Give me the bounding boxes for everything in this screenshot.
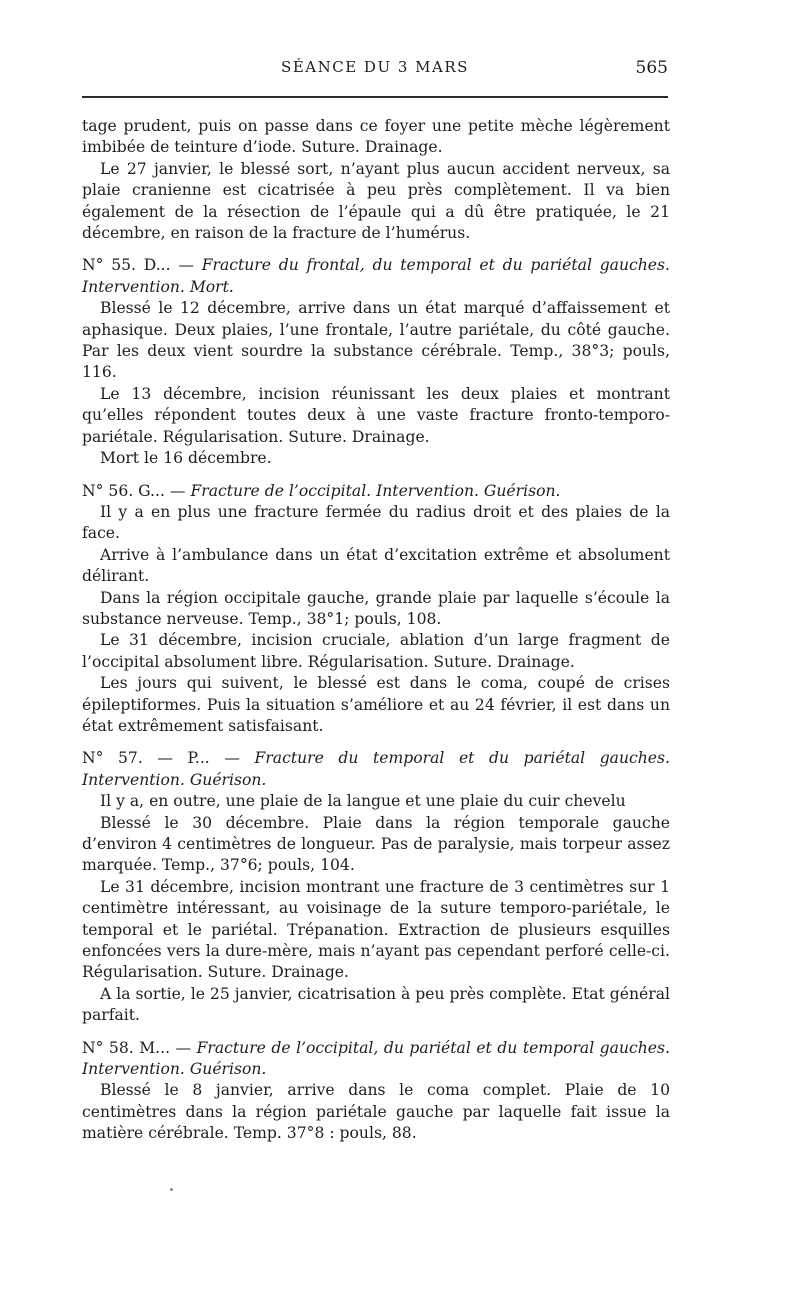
case-paragraph: Blessé le 12 décembre, arrive dans un état marqué d’affaissement et aphasique. Deux plaies, l’une frontale, l’autre pariétale, du côté gauche. Par les deux vient sourdre la substance cérébrale. Temp., 38°3; pouls, 116. [82, 299, 670, 382]
case-number: N° 56. G... [82, 481, 165, 500]
case-number: N° 55. D... [82, 256, 171, 275]
case-title: — Fracture de l’occipital, du pariétal et du temporal gauches. Intervention. Guérison. [82, 1038, 670, 1079]
case-paragraph: Blessé le 30 décembre. Plaie dans la région temporale gauche d’environ 4 centimètres de longueur. Pas de paralysie, mais torpeur assez marquée. Temp., 37°6; pouls, 104. [82, 813, 670, 875]
case-paragraph: Le 13 décembre, incision réunissant les deux plaies et montrant qu’elles répondent toutes deux à une vaste fracture fronto-temporo-pariétale. Régularisation. Suture. Drainage. [82, 384, 670, 446]
case-heading-58 [82, 1038, 670, 1081]
case-paragraph: Les jours qui suivent, le blessé est dans le coma, coupé de crises épileptiformes. Puis la situation s’améliore et au 24 février, il est dans un état extrêmement satisfaisant. [82, 674, 670, 735]
case-title: — Fracture du frontal, du temporal et du pariétal gauches. Intervention. Mort. [82, 256, 670, 296]
paragraph: Le 27 janvier, le blessé sort, n’ayant plus aucun accident nerveux, sa plaie cranienne est cicatrisée à peu près complètement. Il va bien également de la résection de l’épaule qui a dû être pratiquée, le 21 décembre, en raison de la fracture de l’humérus. [82, 159, 670, 243]
case-paragraph: Le 31 décembre, incision cruciale, ablation d’un large fragment de l’occipital absolument libre. Régularisation. Suture. Drainage. [82, 631, 670, 671]
case-title: — Fracture de l’occipital. Intervention. Guérison. [169, 481, 561, 500]
case-paragraph: Il y a en plus une fracture fermée du radius droit et des plaies de la face. [82, 502, 670, 543]
header-rule [82, 96, 668, 98]
case-number: N° 58. M... [82, 1038, 171, 1057]
case-title: — Fracture du temporal et du pariétal gauches. Intervention. Guérison. [82, 749, 670, 789]
case-heading-55 [82, 255, 670, 298]
running-head-title: SÉANCE DU 3 MARS [281, 58, 469, 76]
case-paragraph: Le 31 décembre, incision montrant une fracture de 3 centimètres sur 1 centimètre intéressant, au voisinage de la suture temporo-pariétale, le temporal et le pariétal. Trépanation. Extraction de plusieurs esquilles enfoncées vers la dure-mère, mais n’ayant pas cependant perforé celle-ci. Régularisation. Suture. Drainage. [82, 877, 670, 982]
case-paragraph: Il y a, en outre, une plaie de la langue et une plaie du cuir chevelu [100, 792, 626, 811]
body-text [82, 116, 670, 1145]
case-paragraph: Dans la région occipitale gauche, grande plaie par laquelle s’écoule la substance nerveuse. Temp., 38°1; pouls, 108. [82, 588, 670, 628]
case-number: N° 57. — P... [82, 749, 210, 768]
print-speck [170, 1188, 173, 1191]
case-heading-56 [82, 481, 670, 502]
case-paragraph: A la sortie, le 25 janvier, cicatrisation à peu près complète. Etat général parfait. [82, 984, 670, 1025]
case-paragraph: Blessé le 8 janvier, arrive dans le coma complet. Plaie de 10 centimètres dans la région pariétale gauche par laquelle fait issue la matière cérébrale. Temp. 37°8 : pouls, 88. [82, 1081, 670, 1143]
case-heading-57 [82, 748, 670, 791]
case-paragraph: Arrive à l’ambulance dans un état d’excitation extrême et absolument délirant. [82, 545, 670, 586]
running-head [82, 58, 668, 88]
page-number: 565 [635, 58, 668, 78]
case-paragraph: Mort le 16 décembre. [100, 449, 272, 468]
paragraph: tage prudent, puis on passe dans ce foyer une petite mèche légèrement imbibée de teinture d’iode. Suture. Drainage. [82, 117, 670, 157]
